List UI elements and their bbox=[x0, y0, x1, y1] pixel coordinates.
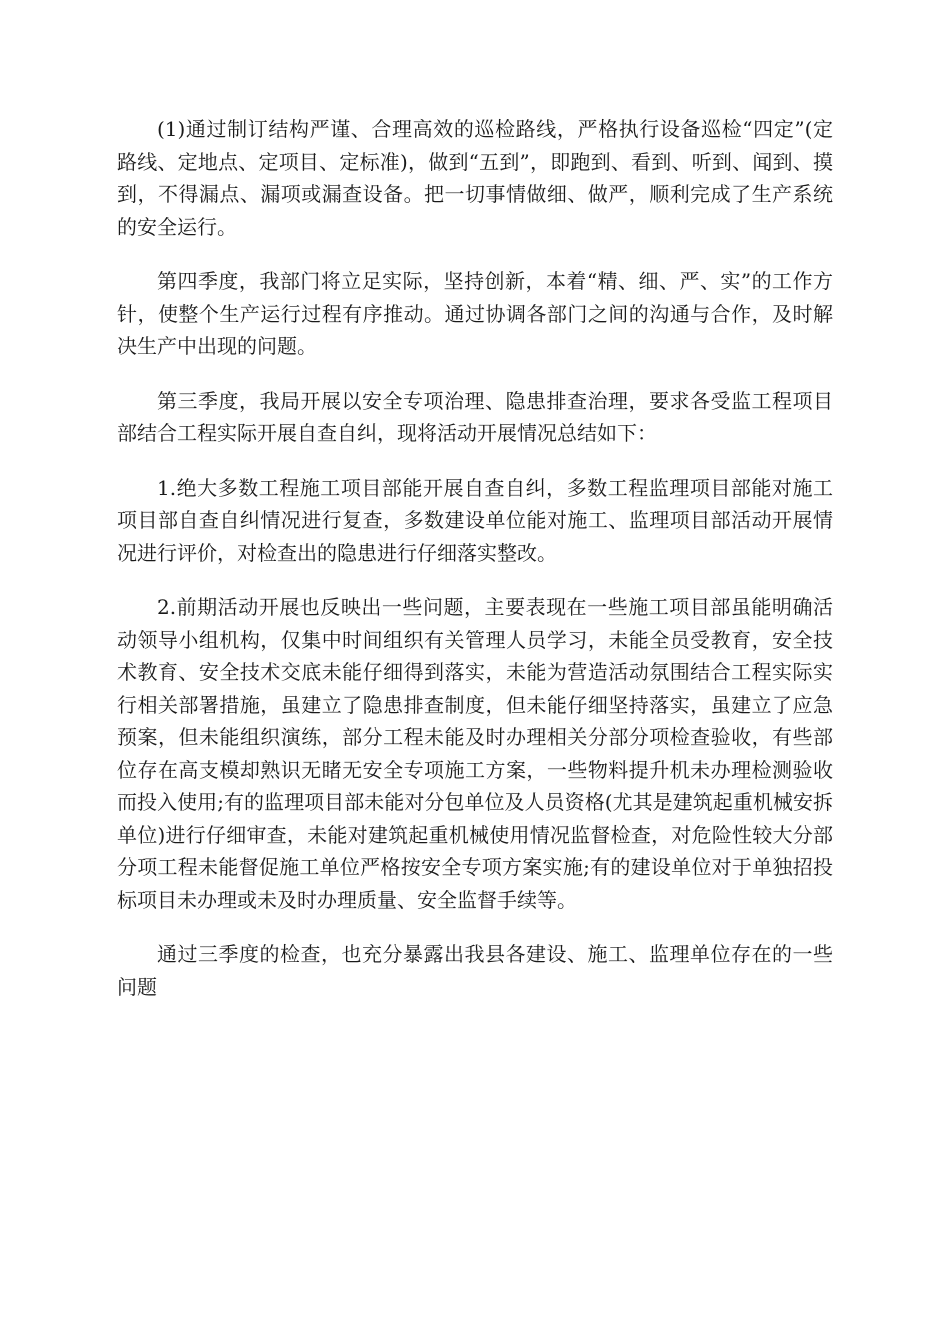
paragraph-inspection-summary: 通过三季度的检查，也充分暴露出我县各建设、施工、监理单位存在的一些问题 bbox=[117, 942, 833, 999]
paragraph-inspection-route: (1)通过制订结构严谨、合理高效的巡检路线，严格执行设备巡检“四定”(定路线、定地点、定项目、定标准)，做到“五到”，即跑到、看到、听到、闻到、摸到，不得漏点、漏项或漏查设备。把一切事情做细、做严，顺利完成了生产系统的安全运行。 bbox=[117, 117, 833, 239]
document-body bbox=[117, 113, 833, 1025]
paragraph-fourth-quarter: 第四季度，我部门将立足实际，坚持创新，本着“精、细、严、实”的工作方针，使整个生产运行过程有序推动。通过协调各部门之间的沟通与合作，及时解决生产中出现的问题。 bbox=[117, 269, 833, 358]
paragraph-item-2: 2.前期活动开展也反映出一些问题，主要表现在一些施工项目部虽能明确活动领导小组机构，仅集中时间组织有关管理人员学习，未能全员受教育，安全技术教育、安全技术交底未能仔细得到落实，未能为营造活动氛围结合工程实际实行相关部署措施，虽建立了隐患排查制度，但未能仔细坚持落实，虽建立了应急预案，但未能组织演练，部分工程未能及时办理相关分部分项检查验收，有些部位存在高支模却熟识无睹无安全专项施工方案，一些物料提升机未办理检测验收而投入使用;有的监理项目部未能对分包单位及人员资格(尤其是建筑起重机械安拆单位)进行仔细审查，未能对建筑起重机械使用情况监督检查，对危险性较大分部分项工程未能督促施工单位严格按安全专项方案实施;有的建设单位对于单独招投标项目未办理或未及时办理质量、安全监督手续等。 bbox=[117, 595, 833, 912]
paragraph-item-1: 1.绝大多数工程施工项目部能开展自查自纠，多数工程监理项目部能对施工项目部自查自纠情况进行复查，多数建设单位能对施工、监理项目部活动开展情况进行评价，对检查出的隐患进行仔细落实整改。 bbox=[117, 475, 833, 565]
paragraph-third-quarter: 第三季度，我局开展以安全专项治理、隐患排查治理，要求各受监工程项目部结合工程实际开展自查自纠，现将活动开展情况总结如下： bbox=[117, 388, 833, 445]
